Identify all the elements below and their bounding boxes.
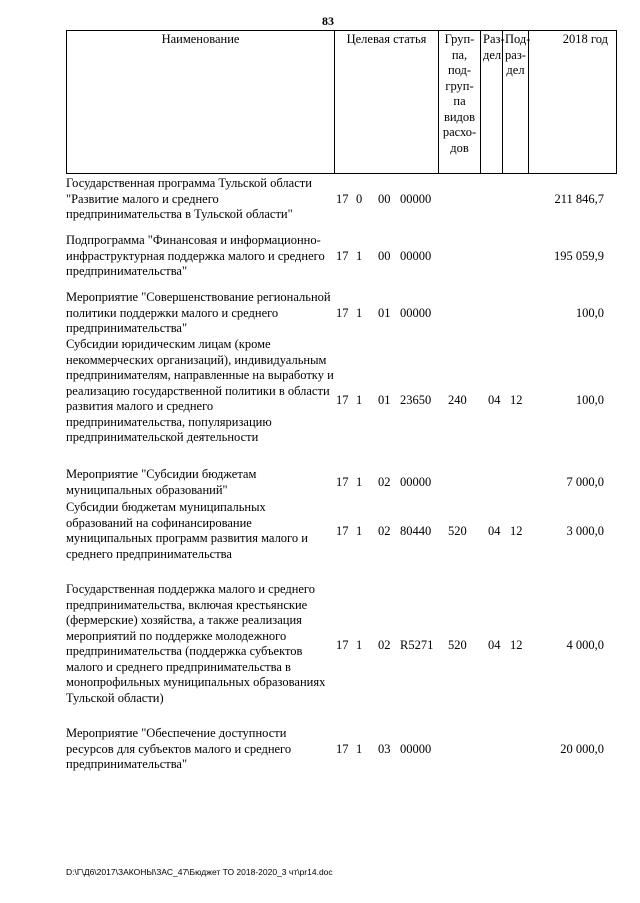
row-code-direction: R5271 [400,638,434,652]
header-target: Целевая статья [335,31,439,174]
row-code-direction: 00000 [400,249,432,263]
row-section: 04 [488,638,501,652]
row-section: 04 [488,524,501,538]
row-code-direction: 23650 [400,393,432,407]
row-code-event: 00 [378,249,391,263]
row-name: Мероприятие "Совершенствование региональной политики поддержки малого и среднего предпринимательства" [66,290,331,335]
page-number: 83 [322,14,334,28]
row-code-subprogram: 1 [356,249,363,263]
row-code-subprogram: 1 [356,306,363,320]
row-code-event: 02 [378,524,391,538]
row-subsection: 12 [510,393,523,407]
row-amount: 100,0 [575,306,604,320]
file-path-footer: D:\Г\Д6\2017\ЗАКОНЫ\ЗАС_47\Бюджет ТО 2018-2020_3 чт\pr14.doc [66,867,333,877]
row-code-direction: 00000 [400,742,432,756]
row-amount: 100,0 [575,393,604,407]
row-code-direction: 00000 [400,306,432,320]
row-code-program: 17 [336,306,349,320]
row-code-subprogram: 1 [356,475,363,489]
row-amount: 211 846,7 [554,192,604,206]
row-code-subprogram: 0 [356,192,363,206]
table-header [66,30,617,174]
row-code-program: 17 [336,638,349,652]
row-code-direction: 00000 [400,475,432,489]
row-code-event: 01 [378,393,391,407]
row-name: Подпрограмма "Финансовая и информационно-инфраструктурная поддержка малого и среднего предпринимательства" [66,233,325,278]
row-code-program: 17 [336,475,349,489]
row-amount: 4 000,0 [566,638,604,652]
row-amount: 3 000,0 [566,524,604,538]
row-code-event: 03 [378,742,391,756]
row-name: Государственная программа Тульской области "Развитие малого и среднего предпринимательства в Тульской области" [66,176,312,221]
header-name: Наименование [67,31,335,174]
row-code-subprogram: 1 [356,393,363,407]
row-code-event: 02 [378,638,391,652]
header-section: Раз-дел [481,31,503,174]
row-amount: 20 000,0 [560,742,604,756]
row-name: Субсидии бюджетам муниципальных образований на софинансирование муниципальных программ развития малого и среднего предпринимательства [66,500,308,561]
row-code-subprogram: 1 [356,524,363,538]
row-code-direction: 80440 [400,524,432,538]
row-code-program: 17 [336,249,349,263]
header-group: Груп-па, под-груп-па видов расхо-дов [439,31,481,174]
row-group: 520 [448,638,467,652]
row-code-program: 17 [336,192,349,206]
row-code-event: 02 [378,475,391,489]
row-name: Мероприятие "Субсидии бюджетам муниципальных образований" [66,467,257,497]
header-subsection: Под-раз-дел [503,31,529,174]
row-code-direction: 00000 [400,192,432,206]
row-section: 04 [488,393,501,407]
row-name: Субсидии юридическим лицам (кроме некоммерческих организаций), индивидуальным предпринимателям, направленные на выработку и реализацию государственной политики в области развития малого и среднего предпринимательства, популяризацию предпринимательской деятельности [66,337,334,444]
row-amount: 195 059,9 [554,249,604,263]
header-year: 2018 год [529,31,617,174]
row-code-program: 17 [336,393,349,407]
row-amount: 7 000,0 [566,475,604,489]
row-group: 240 [448,393,467,407]
row-name: Мероприятие "Обеспечение доступности ресурсов для субъектов малого и среднего предпринимательства" [66,726,292,771]
row-code-program: 17 [336,742,349,756]
row-name: Государственная поддержка малого и среднего предпринимательства, включая крестьянские (фермерские) хозяйства, а также реализация мероприятий по поддержке молодежного предпринимательства (поддержка субъектов малого и среднего предпринимательства в монопрофильных муниципальных образованиях Тульской области) [66,582,326,705]
row-group: 520 [448,524,467,538]
row-code-subprogram: 1 [356,638,363,652]
row-subsection: 12 [510,638,523,652]
row-code-event: 01 [378,306,391,320]
row-subsection: 12 [510,524,523,538]
row-code-subprogram: 1 [356,742,363,756]
row-code-program: 17 [336,524,349,538]
row-code-event: 00 [378,192,391,206]
